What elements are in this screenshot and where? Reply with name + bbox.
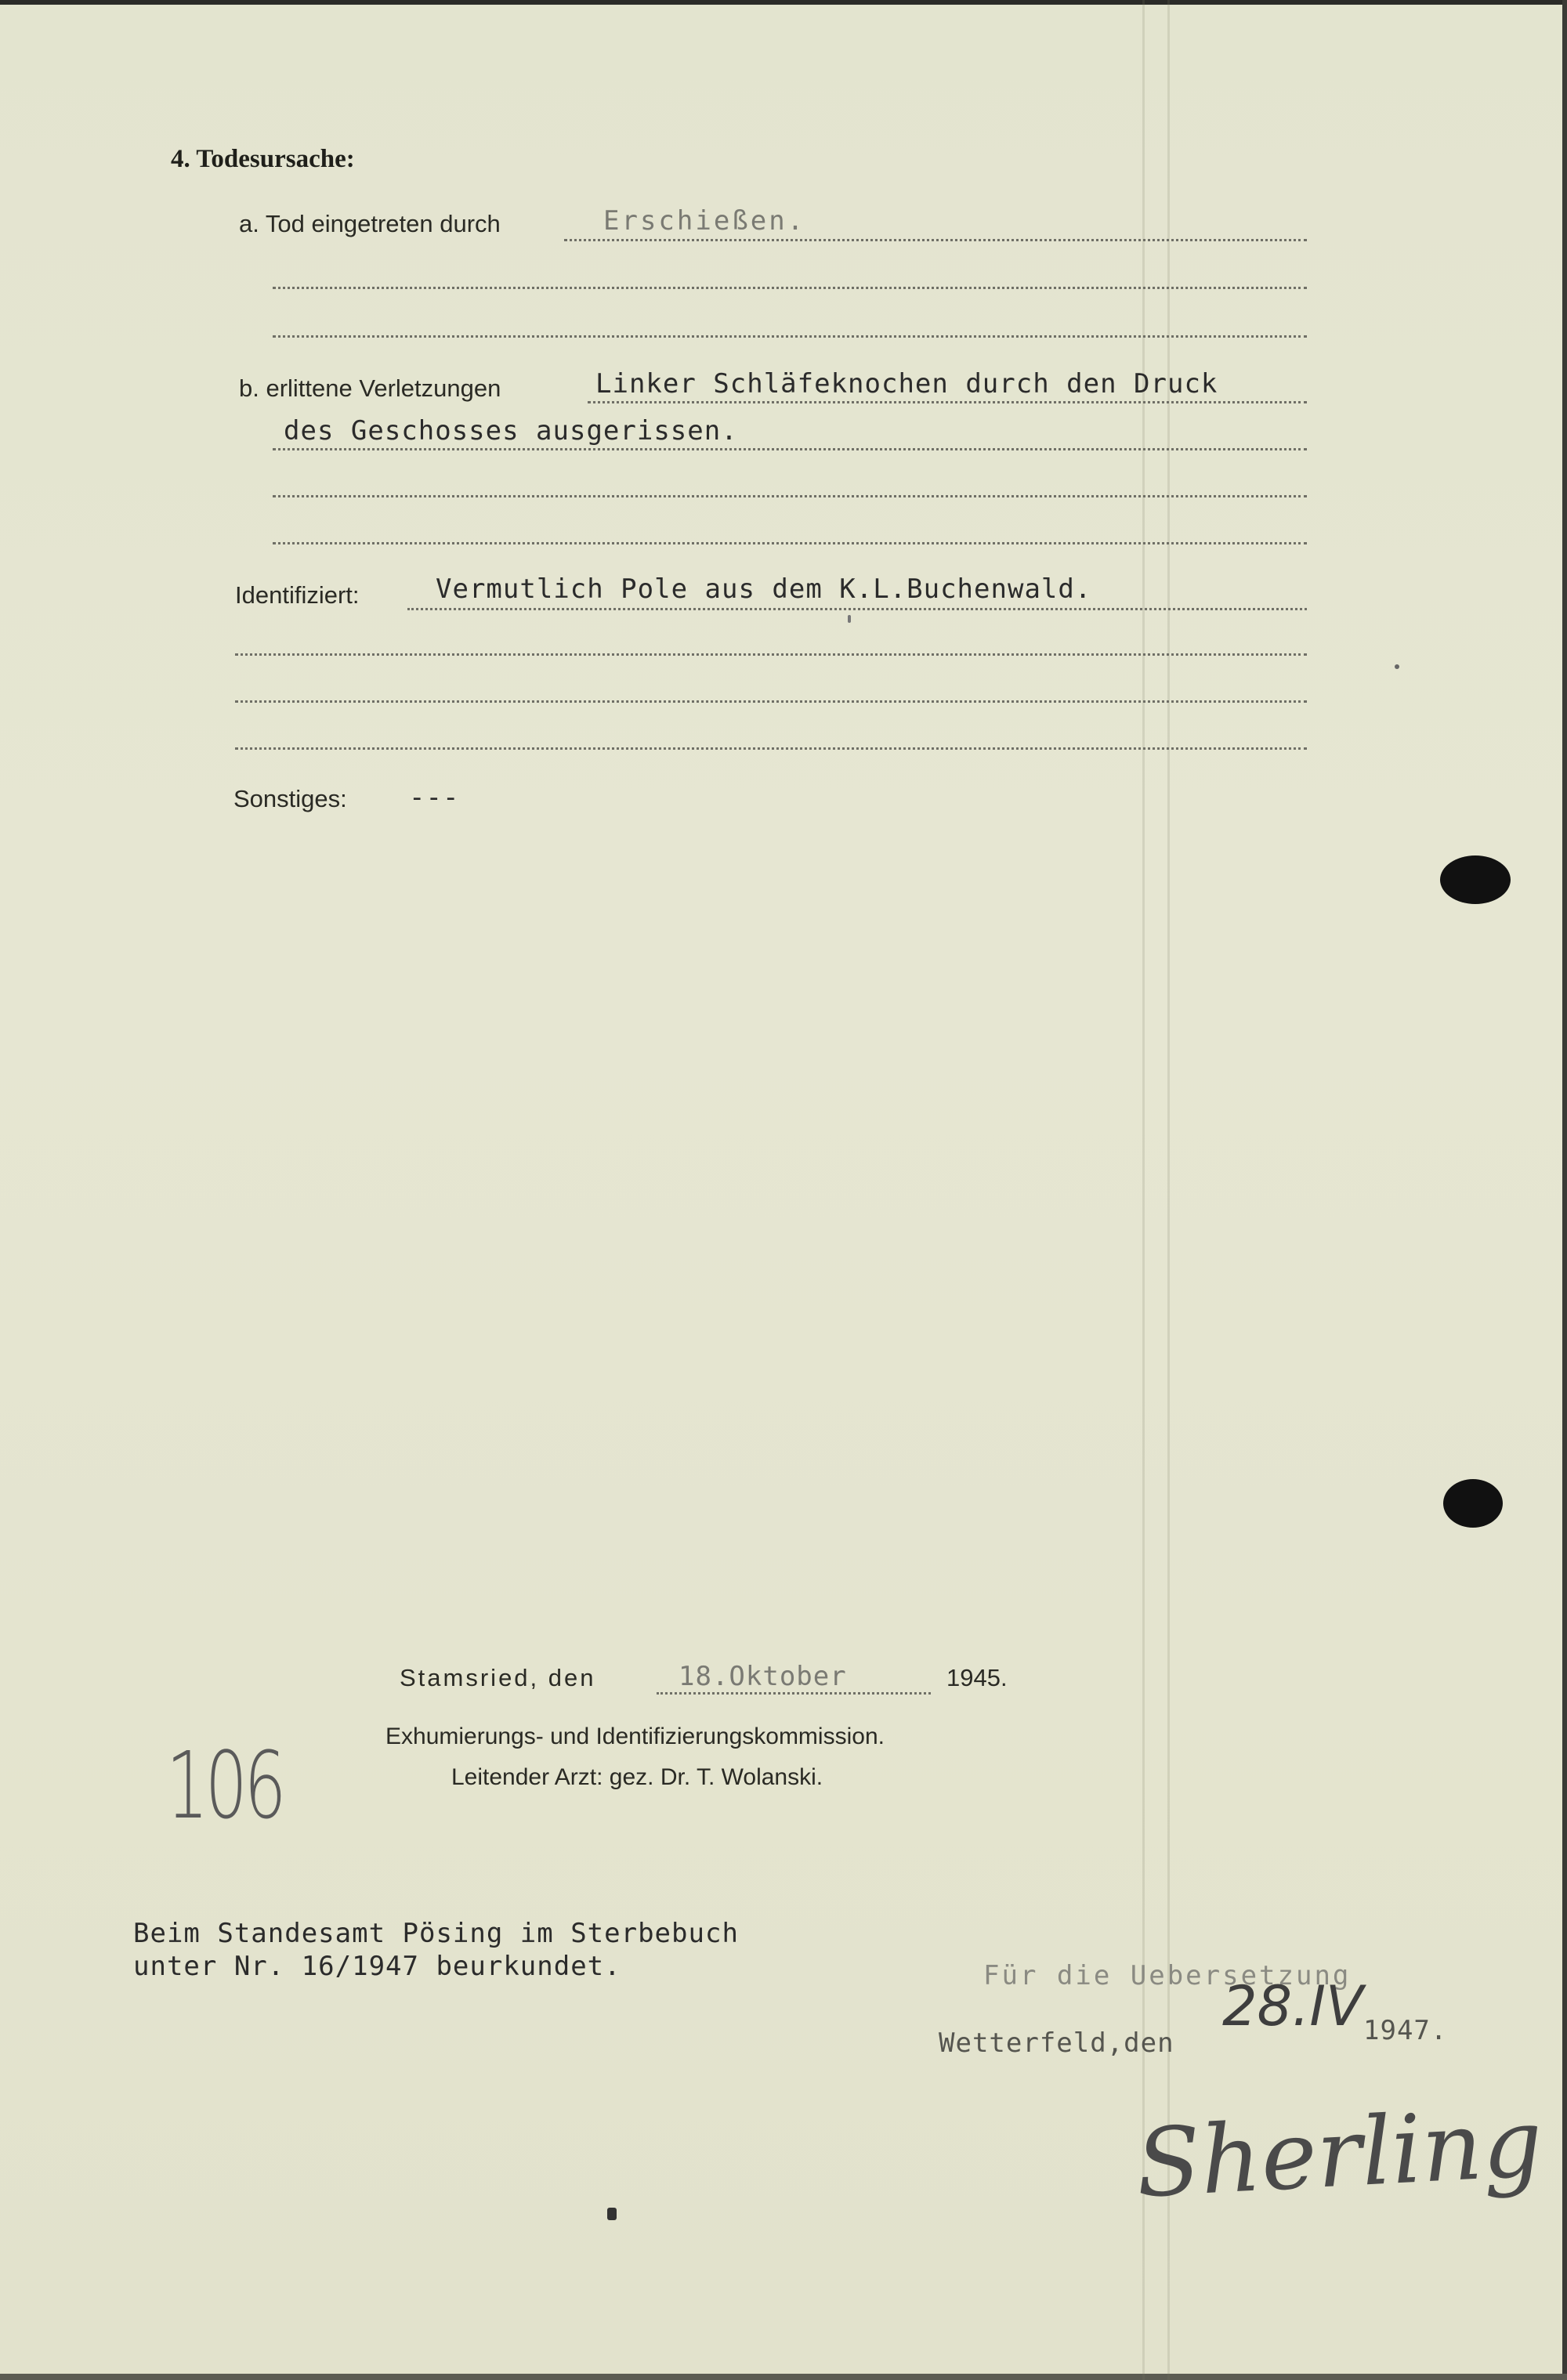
cause-b-value-line1: Linker Schläfeknochen durch den Druck bbox=[595, 368, 1218, 400]
translation-line1: Für die Uebersetzung bbox=[983, 1960, 1352, 1991]
other-label: Sonstiges: bbox=[233, 785, 347, 812]
section-heading: 4. Todesursache: bbox=[171, 145, 355, 173]
registry-line1: Beim Standesamt Pösing im Sterbebuch bbox=[133, 1918, 739, 1949]
commission-line2: Leitender Arzt: gez. Dr. T. Wolanski. bbox=[451, 1764, 823, 1790]
commission-line1: Exhumierungs- und Identifizierungskommission. bbox=[385, 1724, 885, 1749]
dotted-line bbox=[273, 335, 1307, 338]
dotted-line bbox=[235, 747, 1307, 750]
fold-line bbox=[1167, 0, 1170, 2380]
speck bbox=[848, 615, 851, 623]
cause-b-label: b. erlittene Verletzungen bbox=[239, 374, 501, 402]
translation-place: Wetterfeld,den bbox=[939, 2027, 1174, 2059]
dotted-line bbox=[564, 239, 1307, 241]
scan-edge-right bbox=[1562, 0, 1567, 2380]
year-value: 1945. bbox=[946, 1664, 1008, 1691]
translation-year: 1947. bbox=[1363, 2015, 1448, 2046]
cause-a-value: Erschießen. bbox=[603, 205, 806, 237]
registry-line2: unter Nr. 16/1947 beurkundet. bbox=[133, 1951, 621, 1982]
speck bbox=[1395, 664, 1399, 669]
identified-value: Vermutlich Pole aus dem K.L.Buchenwald. bbox=[436, 573, 1092, 605]
dotted-line bbox=[273, 448, 1307, 450]
dotted-line bbox=[273, 542, 1307, 544]
punch-hole bbox=[1443, 1479, 1503, 1528]
scan-edge-top bbox=[0, 0, 1567, 5]
scan-edge-bottom bbox=[0, 2374, 1567, 2380]
signature: Sherling bbox=[1133, 2089, 1546, 2219]
dotted-line bbox=[273, 287, 1307, 289]
translation-date-hand: 28.IV bbox=[1222, 1974, 1363, 2038]
dotted-line bbox=[235, 653, 1307, 656]
speck bbox=[607, 2208, 617, 2220]
identified-label: Identifiziert: bbox=[235, 581, 360, 609]
handwritten-number: 106 bbox=[166, 1731, 284, 1839]
cause-a-label: a. Tod eingetreten durch bbox=[239, 210, 501, 237]
dotted-line bbox=[588, 401, 1307, 403]
date-value: 18.Oktober bbox=[679, 1661, 847, 1692]
dotted-line bbox=[273, 495, 1307, 497]
punch-hole bbox=[1440, 855, 1511, 904]
other-value: --- bbox=[409, 782, 460, 813]
dotted-line bbox=[235, 700, 1307, 703]
dotted-line bbox=[407, 608, 1307, 610]
place-label: Stamsried, den bbox=[400, 1664, 596, 1691]
dotted-line bbox=[657, 1692, 931, 1695]
cause-b-value-line2: des Geschosses ausgerissen. bbox=[284, 415, 738, 447]
fold-line bbox=[1142, 0, 1145, 2380]
